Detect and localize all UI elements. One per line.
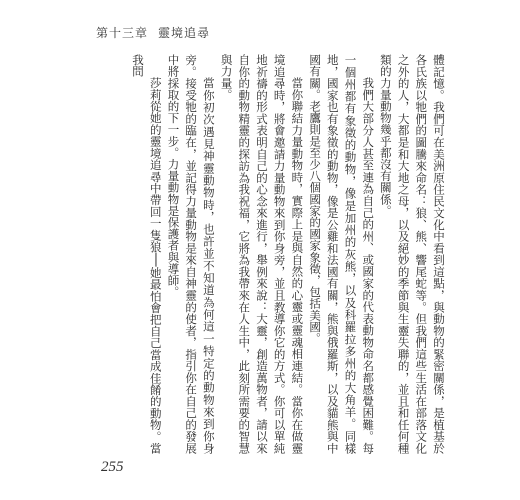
running-header — [96, 24, 210, 41]
page-number: 255 — [101, 459, 124, 475]
paragraph: 我們大部分人甚至連為自己的州、或國家的代表動物命名都感覺困難。每一個州都有象徵的動物，像是加州的灰熊，以及科羅拉多州的大角羊。同樣地，國家也有象徵的動物，像是公雞和法國有關，熊與俄羅斯，以及貓熊與中國有關。老鷹則是至少八個國家的國家象徵，包括美國。 — [308, 54, 376, 454]
chapter-title: 靈境追尋 — [158, 26, 211, 40]
vertical-body-text — [92, 54, 447, 454]
paragraph: 莎莉從她的靈境追尋中帶回一隻狼──她最怕會把自己當成佳餚的動物。當我問 — [131, 54, 163, 454]
paragraph: 當你初次遇見神靈動物時，也許並不知道為何這一特定的動物來到你身旁。接受牠的臨在，並記得力量動物是來自神靈的使者，指引你在自己的發展中將採取的下一步。力量動物是保護者與導師。 — [166, 54, 216, 454]
paragraph: 當你聯結力量動物時，實際上是與自然的心靈或靈魂相連結。當你在做靈境追尋時，將會邀請力量動物來到你身旁，並且教導你它的方式。你可以單純地祈禱的形式表明自己的心念來進行，舉例來說：大靈，創造萬物者，請以來自你的動物精靈的探訪為我祝福，它將為我帶來在人生中，此刻所需要的智慧與力量。 — [219, 54, 305, 454]
chapter-number: 第十三章 — [96, 26, 149, 40]
paragraph: 體記憶。我們可在美洲原住民文化中看到這點，與動物的緊密關係，是植基於各氏族以牠們的圖騰來命名：狼、熊、響尾蛇等。但我們這些生活在部落文化之外的人，大都是和大地之母，以及絕妙的季節與生靈失聯的，並且和任何種類的力量動物幾乎都沒有關係。 — [378, 54, 446, 454]
